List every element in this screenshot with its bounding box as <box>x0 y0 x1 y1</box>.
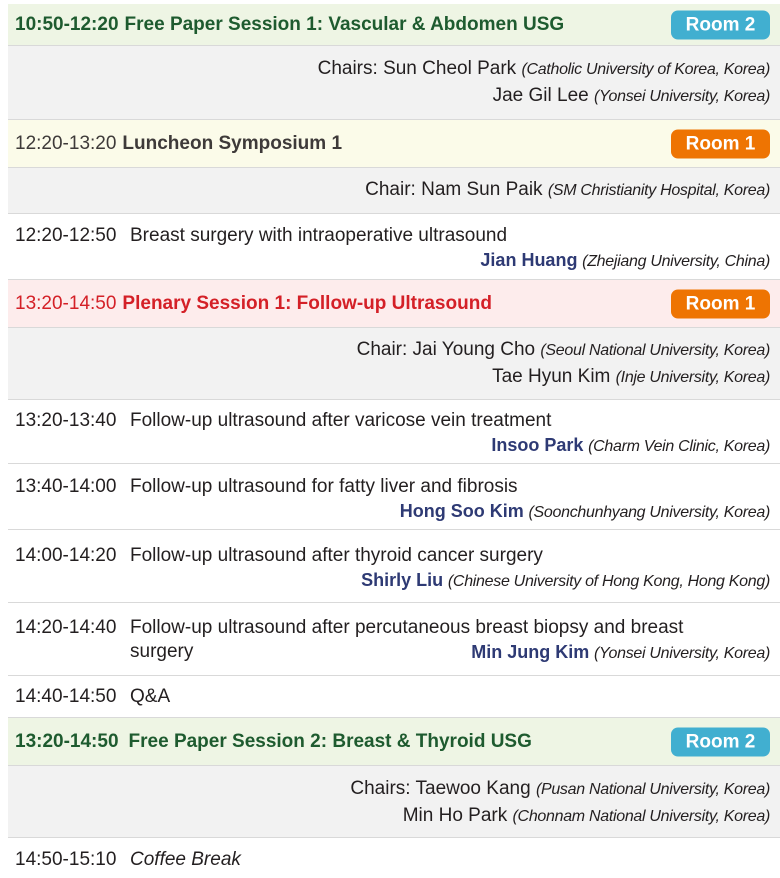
talk-time: 14:40-14:50 <box>15 686 117 707</box>
talk-time: 14:00-14:20 <box>15 545 117 566</box>
talk-row <box>8 838 780 878</box>
room-badge: Room 1 <box>671 129 770 158</box>
chair-line: Chair: Nam Sun Paik (SM Christianity Hospital, Korea) <box>365 179 770 200</box>
talk-title: Follow-up ultrasound for fatty liver and fibrosis <box>130 476 518 497</box>
talk-row <box>8 530 780 603</box>
talk-row <box>8 464 780 530</box>
talk-time: 14:20-14:40 <box>15 617 117 638</box>
talk-row <box>8 214 780 280</box>
talk-title: Q&A <box>130 686 171 707</box>
talk-title: Follow-up ultrasound after percutaneous breast biopsy and breast <box>130 617 684 638</box>
talk-time: 12:20-12:50 <box>15 225 117 246</box>
talk-speaker: Jian Huang (Zhejiang University, China) <box>480 250 770 270</box>
talk-row <box>8 400 780 464</box>
session-time: 13:20-14:50 <box>15 292 117 314</box>
room-badge: Room 2 <box>671 10 770 39</box>
session-time: 13:20-14:50 <box>15 730 119 752</box>
talk-time: 13:40-14:00 <box>15 476 117 497</box>
talk-time: 14:50-15:10 <box>15 849 117 870</box>
chairs-block <box>8 46 780 120</box>
chair-line: Chairs: Taewoo Kang (Pusan National University, Korea) <box>350 778 770 799</box>
talk-title: Follow-up ultrasound after varicose vein treatment <box>130 410 552 431</box>
chairs-block <box>8 168 780 214</box>
talk-title: Follow-up ultrasound after thyroid cancer surgery <box>130 545 543 566</box>
chair-line: Chair: Jai Young Cho (Seoul National University, Korea) <box>356 339 770 360</box>
session-time: 10:50-12:20 <box>15 13 119 35</box>
talk-speaker: Shirly Liu (Chinese University of Hong Kong, Hong Kong) <box>361 570 770 590</box>
talk-speaker: Insoo Park (Charm Vein Clinic, Korea) <box>491 435 770 455</box>
session-time: 12:20-13:20 <box>15 132 117 154</box>
room-badge: Room 1 <box>671 289 770 318</box>
chairs-block <box>8 328 780 400</box>
talk-speaker: Hong Soo Kim (Soonchunhyang University, Korea) <box>399 501 770 521</box>
chairs-block <box>8 766 780 838</box>
session-header-plenary-1 <box>8 280 780 328</box>
session-header-free-paper-1 <box>8 4 780 46</box>
talk-title-cont: surgery <box>130 641 194 662</box>
session-title: Plenary Session 1: Follow-up Ultrasound <box>122 292 492 314</box>
talk-speaker: Min Jung Kim (Yonsei University, Korea) <box>471 642 770 662</box>
chair-line: Tae Hyun Kim (Inje University, Korea) <box>492 366 770 387</box>
session-title: Free Paper Session 1: Vascular & Abdomen USG <box>124 13 565 35</box>
chair-line: Chairs: Sun Cheol Park (Catholic University of Korea, Korea) <box>317 58 770 79</box>
session-title: Free Paper Session 2: Breast & Thyroid USG <box>128 730 532 752</box>
chair-line: Jae Gil Lee (Yonsei University, Korea) <box>492 85 770 106</box>
chair-line: Min Ho Park (Chonnam National University, Korea) <box>402 805 770 826</box>
talk-title: Breast surgery with intraoperative ultrasound <box>130 225 508 246</box>
talk-time: 13:20-13:40 <box>15 410 117 431</box>
talk-title: Coffee Break <box>130 849 241 870</box>
session-title: Luncheon Symposium 1 <box>122 132 343 154</box>
session-header-free-paper-2 <box>8 718 780 766</box>
talk-row <box>8 676 780 718</box>
session-header-luncheon-1 <box>8 120 780 168</box>
room-badge: Room 2 <box>671 727 770 756</box>
talk-row <box>8 603 780 676</box>
